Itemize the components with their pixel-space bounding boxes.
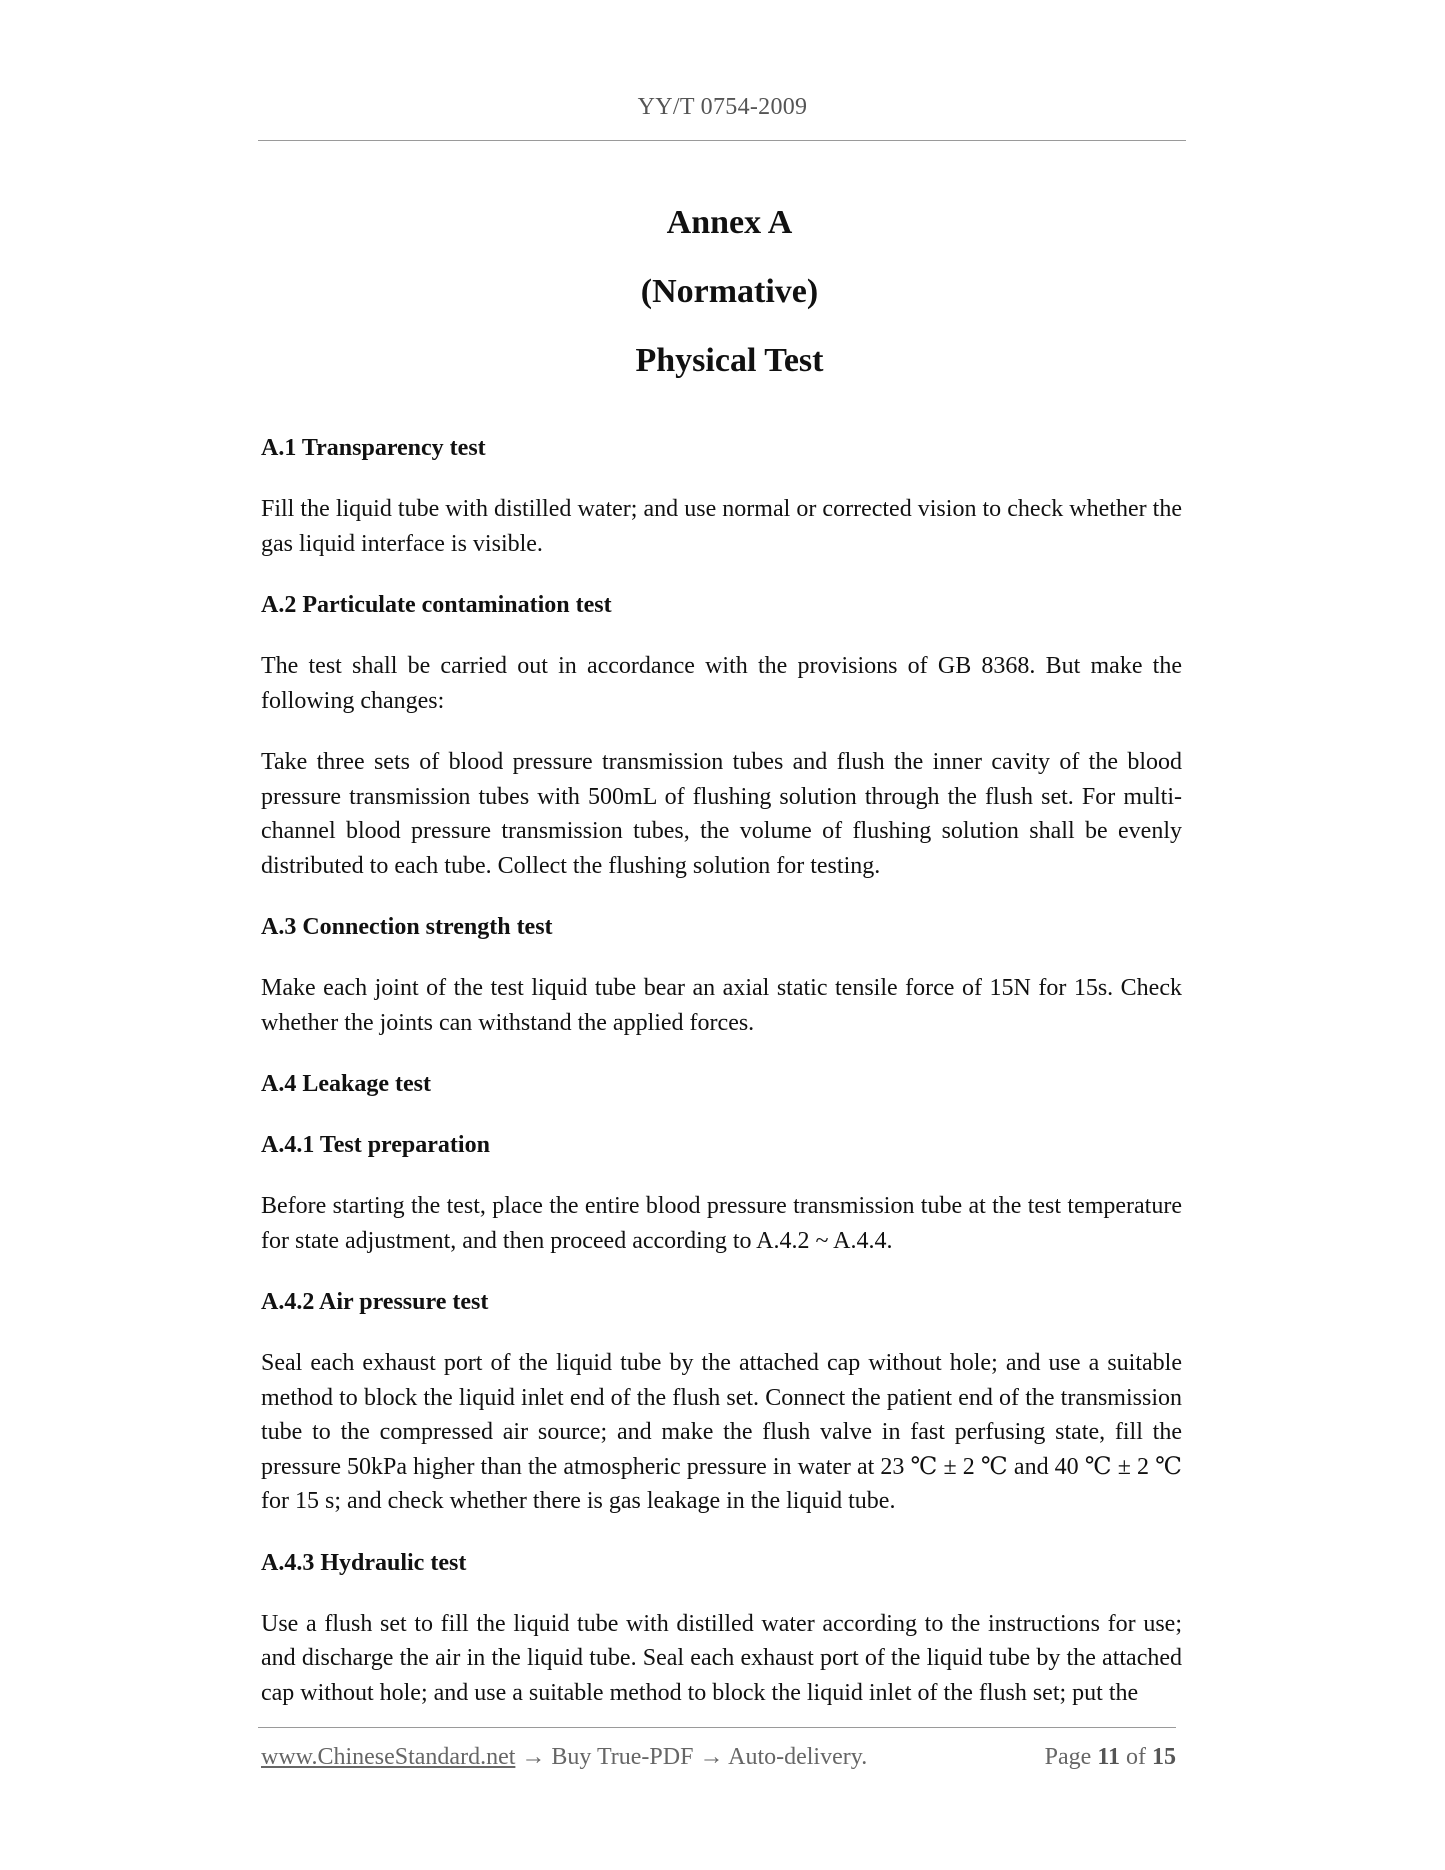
- footer-promo: [261, 1744, 867, 1771]
- section-heading-a4-2: A.4.2 Air pressure test: [261, 1289, 489, 1315]
- section-heading-a3: A.3 Connection strength test: [261, 914, 553, 940]
- header-divider: [258, 140, 1186, 141]
- paragraph-a2-procedure: Take three sets of blood pressure transmission tubes and flush the inner cavity of the blood pressure transmission tubes with 500mL of flushing solution through the flush set. For multi-channel blood pressure transmission tubes, the volume of flushing solution shall be evenly distributed to each tube. Collect the flushing solution for testing.: [261, 749, 1182, 879]
- paragraph-a3: Make each joint of the test liquid tube bear an axial static tensile force of 15N for 15s. Check whether the joints can withstand the applied forces.: [261, 975, 1182, 1036]
- page-current: 11: [1097, 1744, 1120, 1770]
- running-header: YY/T 0754-2009: [637, 94, 808, 120]
- website-link[interactable]: www.ChineseStandard.net: [261, 1744, 516, 1770]
- section-heading-a1: A.1 Transparency test: [261, 435, 486, 461]
- section-heading-a4: A.4 Leakage test: [261, 1071, 431, 1097]
- section-heading-a2: A.2 Particulate contamination test: [261, 592, 612, 618]
- paragraph-a4-1: Before starting the test, place the entire blood pressure transmission tube at the test temperature for state adjustment, and then proceed according to A.4.2 ~ A.4.4.: [261, 1193, 1182, 1254]
- page-number: [1045, 1744, 1176, 1771]
- page-total: 15: [1152, 1744, 1176, 1770]
- footer-divider: [258, 1727, 1176, 1728]
- paragraph-a4-3: Use a flush set to fill the liquid tube with distilled water according to the instructions for use; and discharge the air in the liquid tube. Seal each exhaust port of the liquid tube by the attached cap without hole; and use a suitable method to block the liquid inlet of the flush set; put the: [261, 1610, 1182, 1706]
- paragraph-a2-intro: The test shall be carried out in accordance with the provisions of GB 8368. But make the following changes:: [261, 653, 1182, 714]
- of-label: of: [1126, 1744, 1146, 1770]
- annex-subject: Physical Test: [635, 342, 824, 379]
- section-heading-a4-3: A.4.3 Hydraulic test: [261, 1549, 467, 1576]
- page-label: Page: [1044, 1744, 1092, 1770]
- annex-title: Annex A: [666, 204, 793, 241]
- annex-type: (Normative): [640, 273, 819, 310]
- page-content: [261, 188, 1182, 1710]
- paragraph-a4-2: Seal each exhaust port of the liquid tube by the attached cap without hole; and use a suitable method to block the liquid inlet end of the flush set. Connect the patient end of the transmission tube to the compressed air source; and make the flush valve in fast perfusing state, fill the pressure 50kPa higher than the atmospheric pressure in water at 23 ℃ ± 2 ℃ and 40 ℃ ± 2 ℃ for 15 s; and check whether there is gas leakage in the liquid tube.: [261, 1350, 1182, 1514]
- section-heading-a4-1: A.4.1 Test preparation: [261, 1132, 490, 1158]
- footer-promo-text: → Buy True-PDF → Auto-delivery.: [521, 1744, 868, 1770]
- paragraph-a1: Fill the liquid tube with distilled water; and use normal or corrected vision to check whether the gas liquid interface is visible.: [261, 496, 1182, 557]
